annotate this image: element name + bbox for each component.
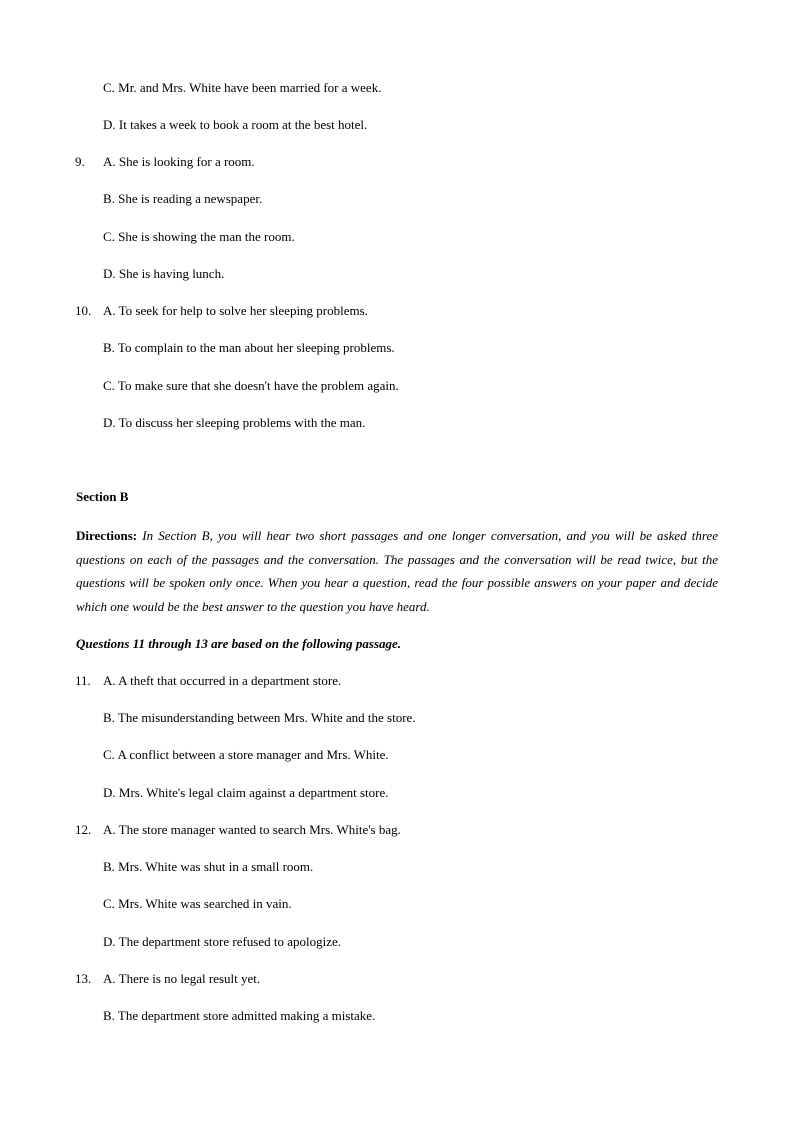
prev-option-c: C. Mr. and Mrs. White have been married for a week. (103, 80, 382, 95)
q10-option-b: B. To complain to the man about her sleeping problems. (103, 340, 395, 355)
q12-option-b: B. Mrs. White was shut in a small room. (103, 859, 314, 874)
q11-option-d: D. Mrs. White's legal claim against a department store. (103, 785, 389, 800)
q9-option-a: A. She is looking for a room. (103, 154, 255, 169)
question-number-13: 13. (75, 971, 92, 986)
question-number-10: 10. (75, 303, 92, 318)
q9-option-d: D. She is having lunch. (103, 266, 225, 281)
q12-option-d: D. The department store refused to apologize. (103, 934, 342, 949)
question-group-heading: Questions 11 through 13 are based on the following passage. (76, 636, 402, 651)
directions-label: Directions: (76, 528, 138, 543)
q13-option-b: B. The department store admitted making a mistake. (103, 1008, 376, 1023)
q11-option-c: C. A conflict between a store manager and Mrs. White. (103, 747, 389, 762)
q10-option-c: C. To make sure that she doesn't have the problem again. (103, 378, 399, 393)
q13-option-a: A. There is no legal result yet. (103, 971, 261, 986)
q9-option-c: C. She is showing the man the room. (103, 229, 295, 244)
prev-option-d: D. It takes a week to book a room at the best hotel. (103, 117, 368, 132)
q11-option-a: A. A theft that occurred in a department store. (103, 673, 342, 688)
q12-option-a: A. The store manager wanted to search Mrs. White's bag. (103, 822, 401, 837)
q9-option-b: B. She is reading a newspaper. (103, 191, 263, 206)
q12-option-c: C. Mrs. White was searched in vain. (103, 896, 292, 911)
section-b-directions (76, 524, 718, 618)
q11-option-b: B. The misunderstanding between Mrs. White and the store. (103, 710, 416, 725)
q10-option-a: A. To seek for help to solve her sleeping problems. (103, 303, 368, 318)
question-number-9: 9. (75, 154, 85, 169)
question-number-11: 11. (75, 673, 91, 688)
section-b-title: Section B (76, 489, 129, 504)
question-number-12: 12. (75, 822, 92, 837)
q10-option-d: D. To discuss her sleeping problems with the man. (103, 415, 366, 430)
directions-text: In Section B, you will hear two short passages and one longer conversation, and you will be asked three questions on each of the passages and the conversation. The passages and the conversation will be read twice, but the questions will be spoken only once. When you hear a question, read the four possible answers on your paper and decide which one would be the best answer to the question you have heard. (76, 528, 718, 614)
